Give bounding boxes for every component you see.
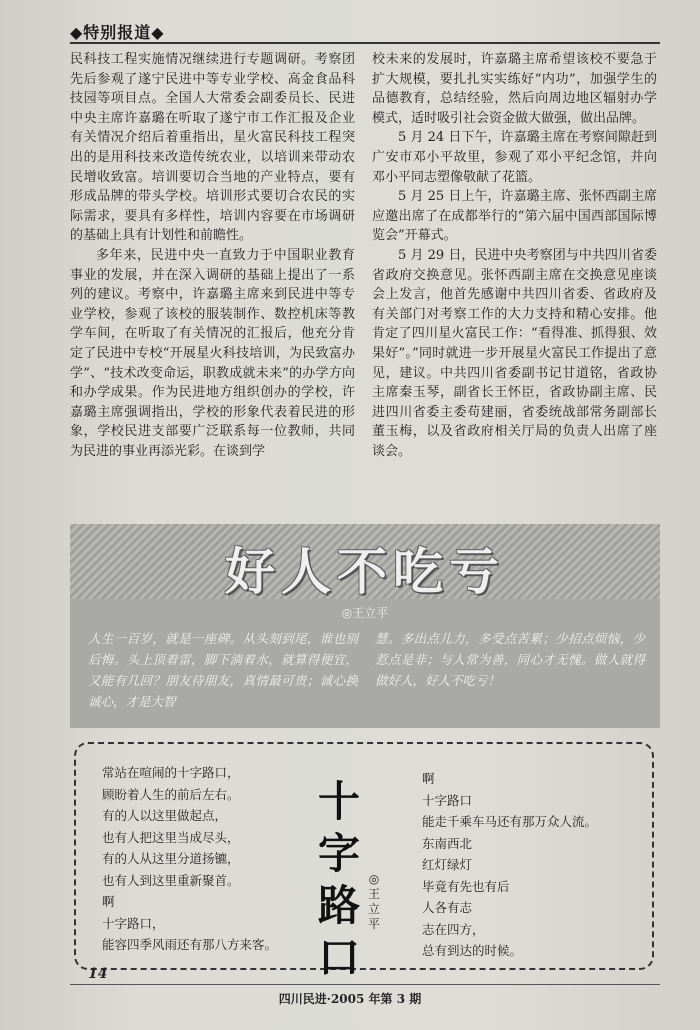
publication-footer: 四川民进·2005 年第 3 期 [278, 992, 422, 1006]
poem-text-right [375, 628, 645, 691]
title-char: 路 [317, 881, 360, 930]
article-paragraph: 多年来，民进中央一直致力于中国职业教育事业的发展，并在深入调研的基础上提出了一系列的建议。考察中，许嘉璐主席来到民进中等专业学校，参观了该校的服装制作、数控机床等教学车间，在听取了有关情况的汇报后，他充分肯定了民进中专校“开展星火科技培训，为民致富办学”、“技术改变命运，职教成就未来”的办学方向和办学成果。作为民进地方组织创办的学校，许嘉璐主席强调指出，学校的形象代表着民进的形象，学校民进支部要广泛联系每一位教师，共同为民进的事业再添光彩。在谈到学 [70, 247, 355, 459]
poem-line: 啊 [422, 771, 435, 786]
poem-line: 东南西北 [422, 835, 473, 851]
poem-line: 人各有志 [422, 900, 473, 915]
poem-box-good-people [70, 524, 660, 728]
poem-line: 能走千乘车马还有那万众人流。 [422, 814, 598, 829]
article-paragraph: 5 月 24 日下午，许嘉璐主席在考察间隙赶到广安市邓小平故里，参观了邓小平纪念馆，并向邓小平同志塑像敬献了花篮。 [372, 130, 657, 185]
poem-vertical-title [314, 776, 364, 984]
author-char: ◎ [368, 872, 380, 886]
title-char: 口 [317, 933, 360, 982]
article-column-left [70, 50, 355, 461]
article-paragraph: 校未来的发展时，许嘉璐主席希望该校不要急于扩大规模，要扎扎实实练好“内功”，加强学生的品德教育，总结经验，然后向周边地区辐射办学模式，适时吸引社会资金做大做强，做出品牌。 [372, 52, 657, 126]
poem-line: 顾盼着人生的前后左右。 [102, 786, 240, 802]
poem-text-left [88, 628, 358, 712]
author-char: 王 [367, 887, 380, 901]
poem-line: 也有人到这里重新聚首。 [102, 872, 240, 888]
poem-line: 啊 [102, 894, 115, 909]
author-char: 平 [367, 917, 380, 931]
poem-author: ◎王立平 [341, 606, 389, 620]
poem-line: 能容四季风雨还有那八方来客。 [102, 937, 278, 952]
poem-stanza-right [422, 768, 597, 962]
poem-title: 好人不吃亏 [225, 543, 505, 601]
page-number: 14 [88, 966, 108, 982]
poem-vertical-author [366, 872, 382, 932]
poem-line: 红灯绿灯 [422, 857, 473, 872]
section-header: ◆特别报道◆ [70, 23, 165, 42]
poem-line: 十字路口 [422, 792, 473, 808]
title-char: 十 [317, 777, 360, 826]
footer-divider [70, 984, 660, 985]
poem-text: 人生一百岁，就是一座碑。从头刻到尾，谁也别后悔。头上顶着雷，脚下淌着水，就算得便宜，又能有几回？朋友待朋友，真情最可贵；诚心换诚心，才是大智 [88, 631, 358, 709]
header-divider [70, 42, 660, 44]
poem-line: 志在四方， [422, 921, 485, 937]
article-paragraph: 民科技工程实施情况继续进行专题调研。考察团先后参观了遂宁民进中等专业学校、高金食品科技园等项目点。全国人大常委会副委员长、民进中央主席许嘉璐在听取了遂宁市工作汇报及企业有关情况介绍后着重指出，星火富民科技工程突出的是用科技来改造传统农业，以培训来带动农民增收致富。培训要切合当地的产业特点，要有形成品牌的带头学校。培训形式要切合农民的实际需求，要具有多样性，培训内容要在市场调研的基础上具有计划性和前瞻性。 [70, 52, 355, 244]
poem-line: 也有人把这里当成尽头， [102, 829, 240, 845]
poem-line: 常站在喧闹的十字路口， [102, 765, 240, 780]
title-char: 字 [317, 829, 360, 878]
author-char: 立 [367, 902, 380, 916]
poem-line: 总有到达的时候。 [422, 943, 523, 958]
poem-line: 毕竟有先也有后 [422, 878, 510, 894]
poem-stanza-left [102, 762, 277, 956]
poem-text: 慧。多出点儿力，多受点苦累；少招点烦恼，少惹点是非；与人常为善，同心才无愧。做人就得做好人，好人不吃亏！ [375, 631, 645, 688]
article-paragraph: 5 月 29 日，民进中央考察团与中共四川省委省政府交换意见。张怀西副主席在交换意见座谈会上发言，他首先感谢中共四川省委、省政府及有关部门对考察工作的大力支持和精心安排。他肯定了四川星火富民工作：“看得准、抓得狠、效果好”。”同时就进一步开展星火富民工作提出了意见，建议。中共四川省委副书记甘道铭，省政协主席秦玉琴，副省长王怀臣，省政协副主席、民进四川省委主委苟建丽，省委统战部常务副部长董玉梅，以及省政府相关厅局的负责人出席了座谈会。 [372, 247, 657, 459]
poem-line: 有的人从这里分道扬镳， [102, 851, 240, 866]
poem-line: 十字路口， [102, 915, 165, 931]
article-column-right [372, 50, 657, 461]
article-paragraph: 5 月 25 日上午，许嘉璐主席、张怀西副主席应邀出席了在成都举行的“第六届中国西部国际博览会”开幕式。 [372, 189, 657, 244]
poem-line: 有的人以这里做起点， [102, 808, 228, 823]
